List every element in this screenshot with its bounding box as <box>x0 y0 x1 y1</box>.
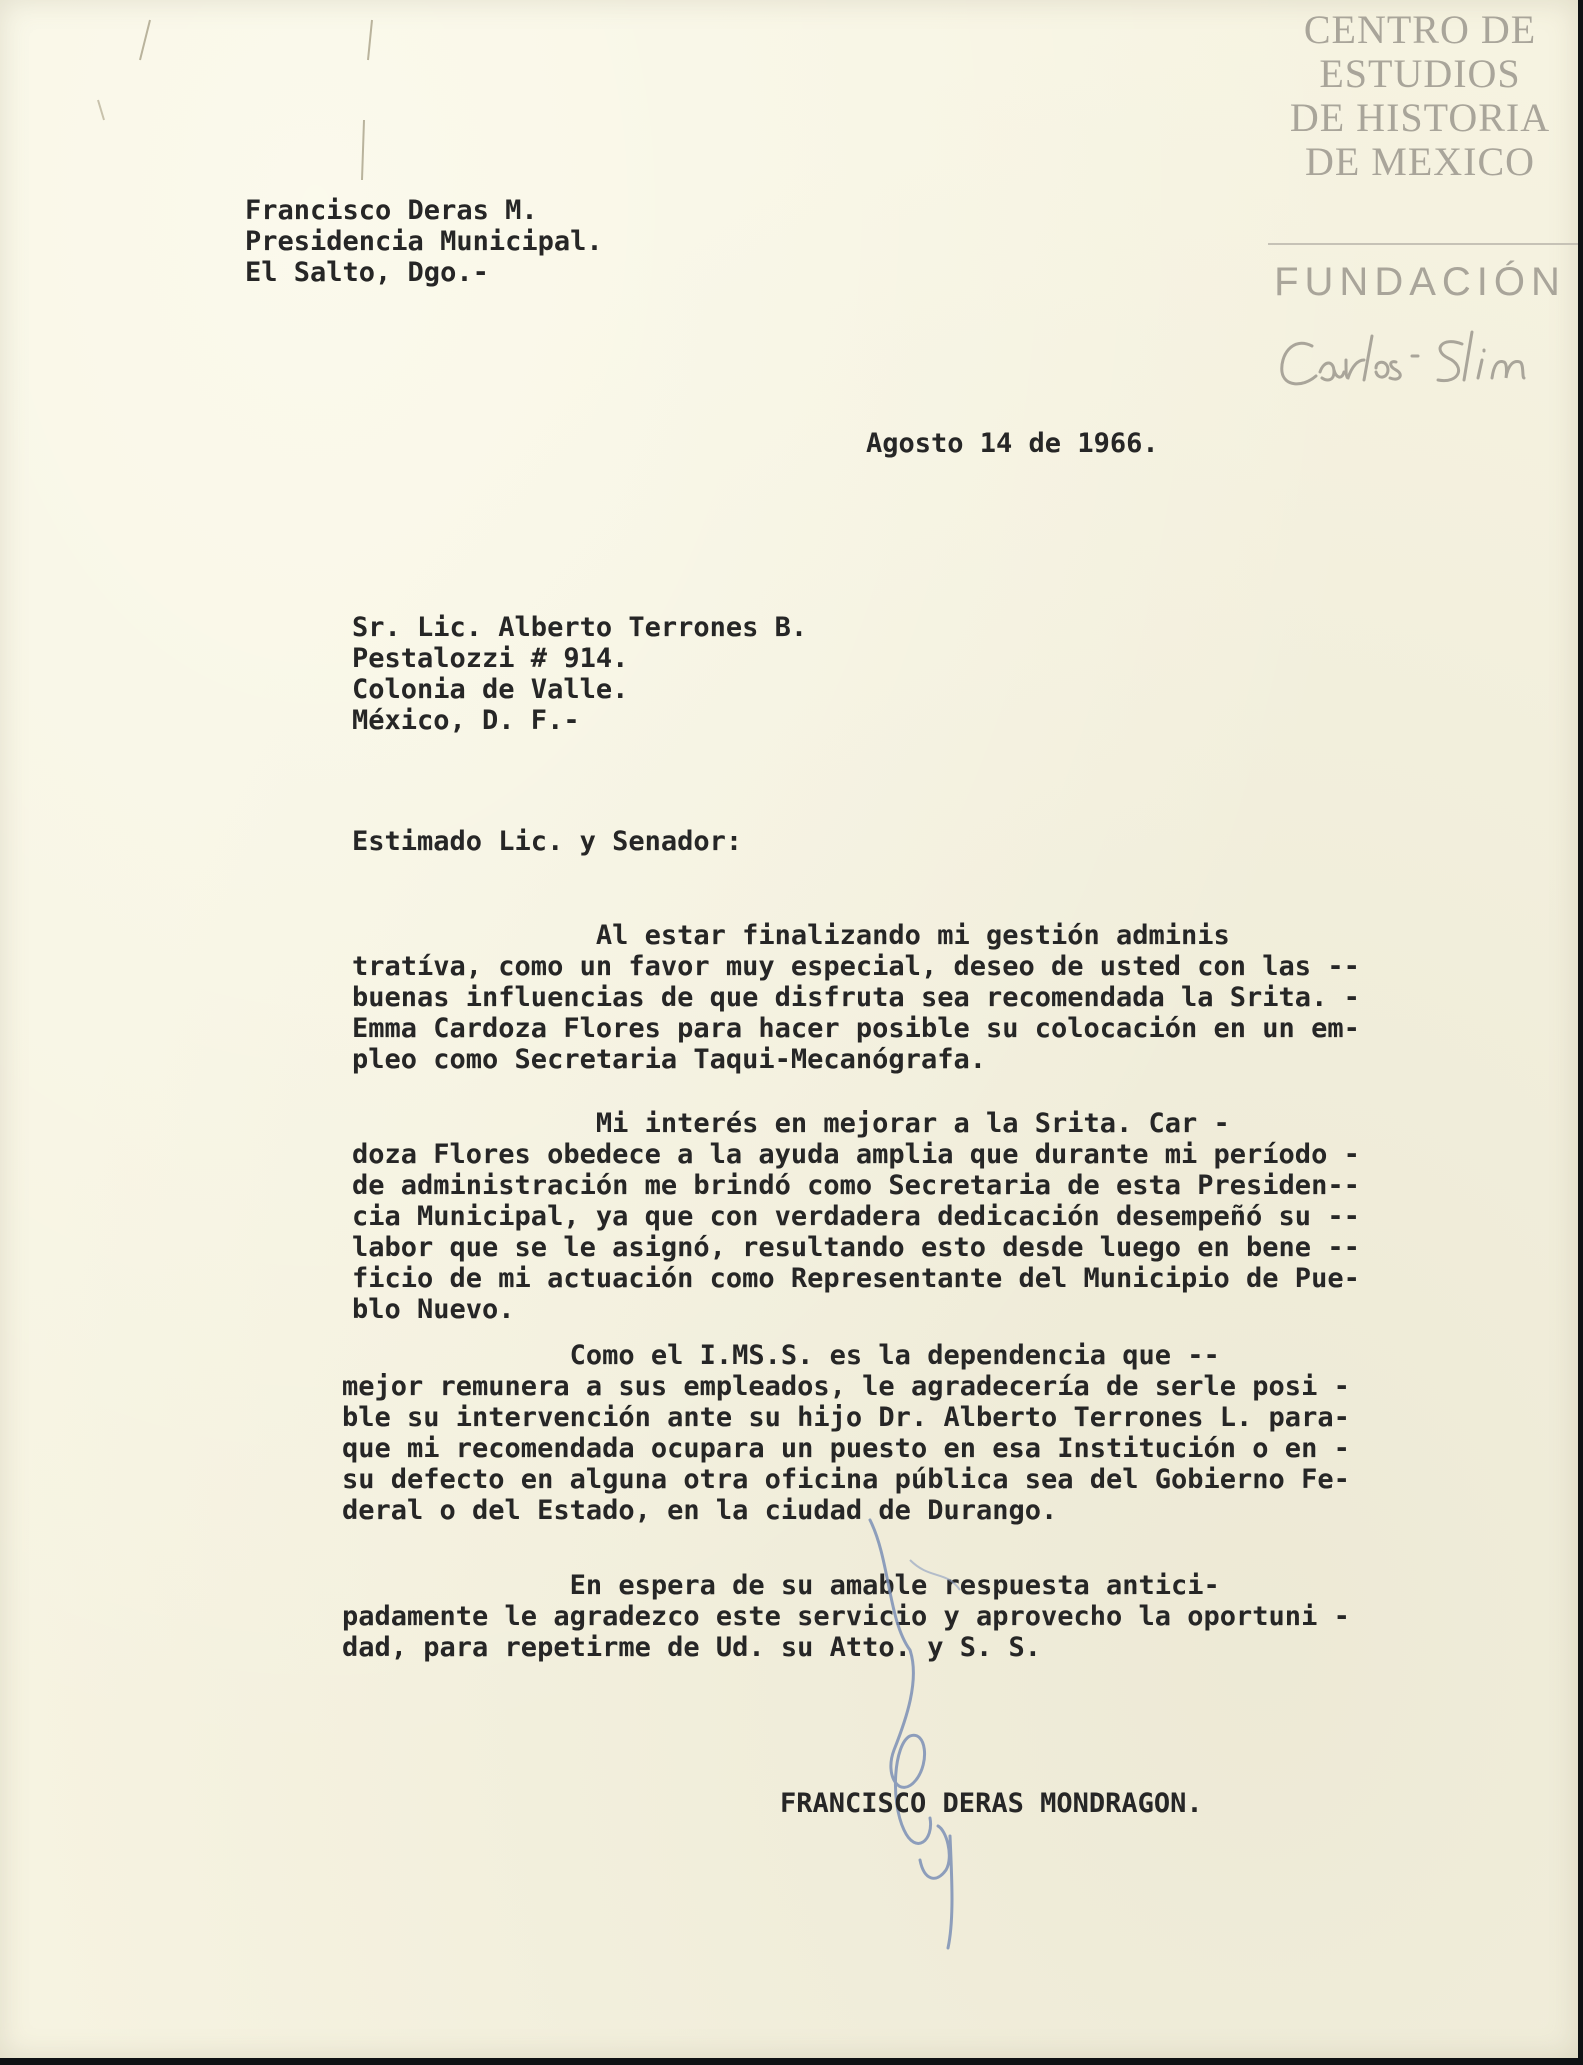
watermark-line-2: ESTUDIOS <box>1319 51 1521 96</box>
recipient-block <box>352 612 807 736</box>
archive-watermark <box>1262 0 1578 395</box>
paragraph-line: labor que se le asignó, resultando esto desde luego en bene -- <box>352 1232 1360 1263</box>
paragraph-line: tratíva, como un favor muy especial, deseo de usted con las -- <box>352 951 1360 982</box>
salutation: Estimado Lic. y Senador: <box>352 826 743 857</box>
paragraph-line: mejor remunera a sus empleados, le agradecería de serle posi - <box>342 1371 1350 1402</box>
paragraph-line: Emma Cardoza Flores para hacer posible su colocación en un em- <box>352 1013 1360 1044</box>
carlos-slim-signature-logo <box>1272 316 1578 396</box>
paragraph-line: de administración me brindó como Secretaria de esta Presiden-- <box>352 1170 1360 1201</box>
handwritten-signature <box>850 1500 1050 1950</box>
paragraph-3 <box>342 1340 1350 1526</box>
watermark-fundacion: FUNDACIÓN <box>1274 260 1566 304</box>
paragraph-line: En espera de su amable respuesta antici- <box>342 1570 1220 1601</box>
paragraph-line: Al estar finalizando mi gestión adminis <box>352 920 1230 951</box>
paragraph-4 <box>342 1570 1350 1663</box>
paragraph-line: su defecto en alguna otra oficina pública sea del Gobierno Fe- <box>342 1464 1350 1495</box>
recipient-city: México, D. F.- <box>352 705 580 736</box>
sender-block <box>245 195 603 288</box>
sender-office: Presidencia Municipal. <box>245 226 603 257</box>
watermark-line-1: CENTRO DE <box>1303 7 1537 52</box>
paragraph-line: padamente le agradezco este servicio y aprovecho la oportuni - <box>342 1601 1350 1632</box>
paragraph-line: Como el I.MS.S. es la dependencia que -- <box>342 1340 1220 1371</box>
recipient-street: Pestalozzi # 914. <box>352 643 629 674</box>
paragraph-line: que mi recomendada ocupara un puesto en esa Institución o en - <box>342 1433 1350 1464</box>
paper-fold-mark <box>0 0 420 200</box>
sender-city: El Salto, Dgo.- <box>245 257 489 288</box>
watermark-line-3: DE HISTORIA <box>1289 95 1551 140</box>
paragraph-line: blo Nuevo. <box>352 1294 515 1325</box>
sender-name: Francisco Deras M. <box>245 195 538 226</box>
paragraph-line: deral o del Estado, en la ciudad de Durango. <box>342 1495 1058 1526</box>
paragraph-line: cia Municipal, ya que con verdadera dedicación desempeñó su -- <box>352 1201 1360 1232</box>
paragraph-line: buenas influencias de que disfruta sea recomendada la Srita. - <box>352 982 1360 1013</box>
recipient-colonia: Colonia de Valle. <box>352 674 629 705</box>
watermark-line-4: DE MEXICO <box>1304 139 1536 184</box>
paragraph-line: dad, para repetirme de Ud. su Atto. y S. S. <box>342 1632 1041 1663</box>
paragraph-line: doza Flores obedece a la ayuda amplia que durante mi período - <box>352 1139 1360 1170</box>
paragraph-line: Mi interés en mejorar a la Srita. Car - <box>352 1108 1230 1139</box>
paragraph-line: ficio de mi actuación como Representante del Municipio de Pue- <box>352 1263 1360 1294</box>
letter-date: Agosto 14 de 1966. <box>866 428 1159 459</box>
paragraph-1 <box>352 920 1360 1075</box>
paragraph-2 <box>352 1108 1360 1325</box>
paragraph-line: pleo como Secretaria Taqui-Mecanógrafa. <box>352 1044 986 1075</box>
recipient-name: Sr. Lic. Alberto Terrones B. <box>352 612 808 643</box>
signatory-name: FRANCISCO DERAS MONDRAGON. <box>780 1788 1203 1819</box>
paragraph-line: ble su intervención ante su hijo Dr. Alberto Terrones L. para- <box>342 1402 1350 1433</box>
watermark-divider <box>1268 243 1578 245</box>
